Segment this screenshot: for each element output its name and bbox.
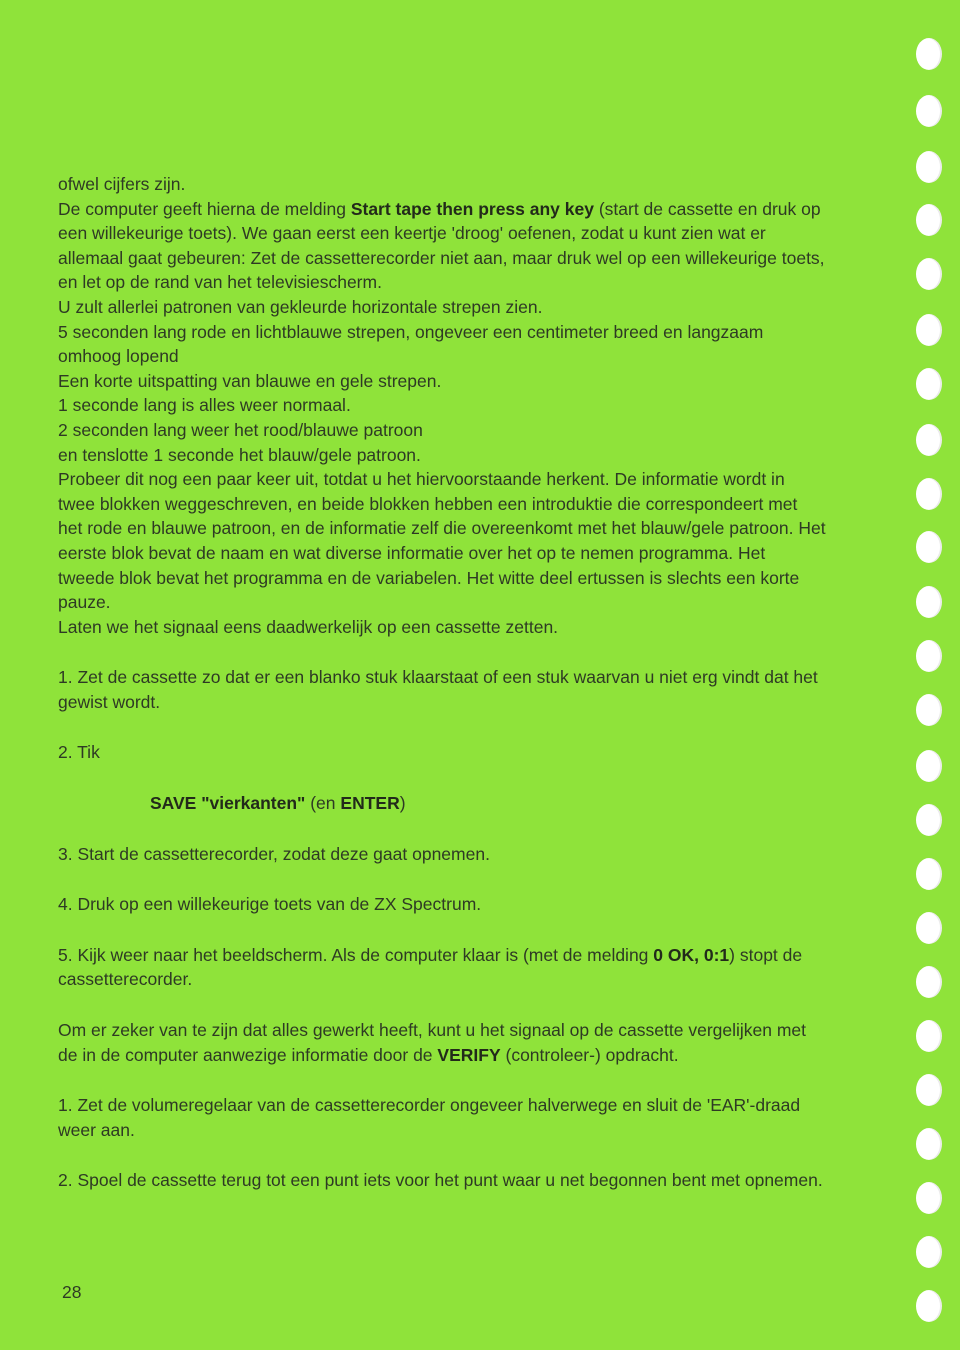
- binding-hole: [916, 586, 942, 618]
- text-run: (en: [305, 793, 341, 814]
- binding-hole: [916, 1290, 942, 1322]
- step-item: 1. Zet de volumeregelaar van de cassetterecorder ongeveer halverwege en sluit de 'EAR'-draad weer aan.: [58, 1095, 801, 1140]
- binding-hole: [916, 804, 942, 836]
- bold-text: VERIFY: [437, 1044, 501, 1065]
- binding-hole: [916, 1182, 942, 1214]
- binding-hole: [916, 1020, 942, 1052]
- binding-hole: [916, 151, 942, 183]
- binding-hole: [916, 858, 942, 890]
- binding-hole: [916, 368, 942, 400]
- page-number: 28: [62, 1282, 82, 1302]
- bold-text: Start tape then press any key: [350, 198, 594, 219]
- paragraph: Een korte uitspatting van blauwe en gele strepen.: [58, 370, 442, 391]
- binding-hole: [916, 1074, 942, 1106]
- binding-hole: [916, 966, 942, 998]
- step-item: [58, 943, 826, 992]
- bold-text: SAVE "vierkanten": [150, 793, 306, 814]
- paragraph: Laten we het signaal eens daadwerkelijk op een cassette zetten.: [58, 616, 559, 637]
- step-item: 1. Zet de cassette zo dat er een blanko stuk klaarstaat of een stuk waarvan u niet erg vindt dat het gewist wordt.: [58, 667, 818, 712]
- binding-hole: [916, 750, 942, 782]
- binding-hole: [916, 1128, 942, 1160]
- text-run: ) stopt de cassetterecorder.: [58, 944, 803, 990]
- bold-text: 0 OK, 0:1: [653, 944, 730, 965]
- paragraph: 1 seconde lang is alles weer normaal.: [58, 395, 351, 416]
- binding-hole: [916, 531, 942, 563]
- binding-hole: [916, 694, 942, 726]
- paragraph: en tenslotte 1 seconde het blauw/gele patroon.: [58, 444, 421, 465]
- binding-hole: [916, 640, 942, 672]
- text-run: (start de cassette en druk op een willekeurige toets). We gaan eerst een keertje 'droog' oefenen, zodat u kunt zien wat er allemaal gaat gebeuren: Zet de cassetterecorder niet aan, maar druk wel op een willekeurige toets, en let op de rand van het televisiescherm.: [58, 198, 825, 293]
- step-item: 2. Tik: [58, 742, 100, 763]
- paragraph: [58, 1018, 826, 1067]
- paragraph: [58, 197, 826, 295]
- text-run: 5. Kijk weer naar het beeldscherm. Als de computer klaar is (met de melding: [58, 944, 654, 965]
- page-body: [58, 172, 826, 1193]
- paragraph: U zult allerlei patronen van gekleurde horizontale strepen zien.: [58, 296, 543, 317]
- binding-hole: [916, 95, 942, 127]
- bold-text: ENTER: [340, 793, 400, 814]
- binding-hole: [916, 314, 942, 346]
- text-run: ): [399, 793, 406, 814]
- command-line: [58, 791, 826, 816]
- paragraph: 2 seconden lang weer het rood/blauwe patroon: [58, 419, 423, 440]
- text-run: (controleer-) opdracht.: [500, 1044, 679, 1065]
- step-item: 2. Spoel de cassette terug tot een punt iets voor het punt waar u net begonnen bent met opnemen.: [58, 1170, 823, 1191]
- text-run: De computer geeft hierna de melding: [58, 198, 351, 219]
- text-run: Om er zeker van te zijn dat alles gewerkt heeft, kunt u het signaal op de cassette vergelijken met de in de computer aanwezige informatie door de: [58, 1020, 807, 1065]
- paragraph: 5 seconden lang rode en lichtblauwe strepen, ongeveer een centimeter breed en langzaam omhoog lopend: [58, 321, 764, 367]
- binding-hole: [916, 912, 942, 944]
- binding-hole: [916, 258, 942, 290]
- binding-hole: [916, 478, 942, 510]
- step-item: 4. Druk op een willekeurige toets van de ZX Spectrum.: [58, 894, 482, 915]
- binding-hole: [916, 38, 942, 70]
- binding-hole: [916, 1236, 942, 1268]
- paragraph: ofwel cijfers zijn.: [58, 174, 186, 194]
- step-item: 3. Start de cassetterecorder, zodat deze gaat opnemen.: [58, 843, 490, 864]
- binding-hole: [916, 204, 942, 236]
- paragraph: Probeer dit nog een paar keer uit, totdat u het hiervoorstaande herkent. De informatie wordt in twee blokken weggeschreven, en beide blokken hebben een introduktie die correspondeert met het rode en blauwe patroon, en de informatie zelf die overeenkomt met het blauw/gele patroon. Het eerste blok bevat de naam en wat diverse informatie over het op te nemen programma. Het tweede blok bevat het programma en de variabelen. Het witte deel ertussen is slechts een korte pauze.: [58, 469, 826, 613]
- binding-hole: [916, 424, 942, 456]
